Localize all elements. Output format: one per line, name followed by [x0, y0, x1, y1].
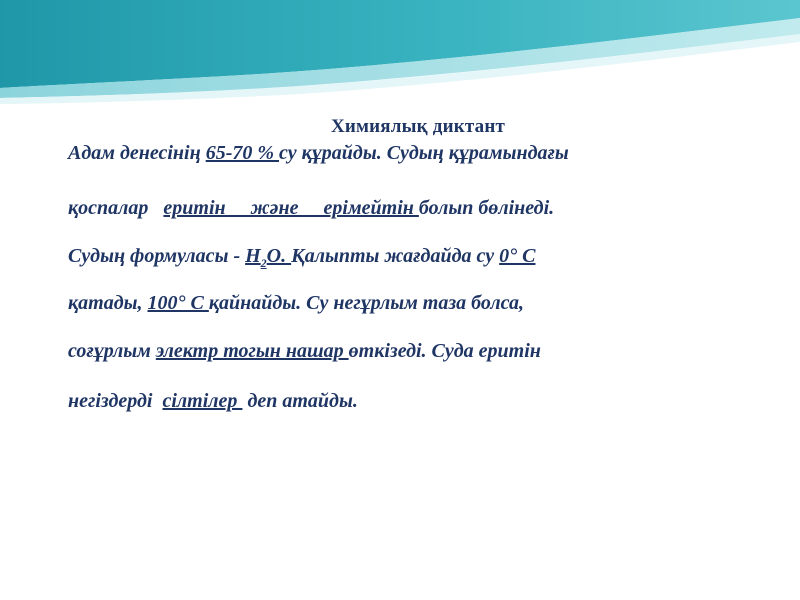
- text-segment: негіздерді: [68, 390, 163, 412]
- text-line: [68, 196, 554, 220]
- text-segment: өткізеді. Суда еритін: [348, 340, 541, 362]
- answer-blank-text: 0° С: [499, 245, 536, 267]
- answer-blank-text: Н: [245, 245, 261, 267]
- answer-blank-text: еритін және ерімейтін: [163, 197, 419, 219]
- answer-blank-text: электр тогын нашар: [155, 340, 349, 362]
- text-line: [68, 291, 524, 315]
- page-title: Химиялық диктант: [330, 116, 506, 137]
- answer-blank-text: 2: [260, 256, 267, 270]
- text-line: [68, 389, 358, 413]
- answer-blank-text: 100° С: [147, 292, 209, 314]
- text-segment: қатады,: [68, 292, 148, 314]
- text-line: [68, 244, 535, 275]
- text-segment: болып бөлінеді.: [418, 197, 555, 219]
- text-line: [68, 141, 569, 165]
- answer-blank-text: сілтілер: [162, 390, 243, 412]
- text-segment: су құрайды. Судың құрамындағы: [279, 142, 569, 164]
- header-wave-decoration: [0, 0, 800, 110]
- text-segment: Судың формуласы -: [68, 245, 246, 267]
- text-segment: соғұрлым: [68, 340, 156, 362]
- text-line: [68, 339, 541, 363]
- text-segment: деп атайды.: [242, 390, 358, 412]
- text-segment: қоспалар: [68, 197, 164, 219]
- text-segment: Қалыпты жағдайда су: [291, 245, 500, 267]
- text-segment: Адам денесінің: [68, 142, 206, 164]
- text-segment: қайнайды. Су негұрлым таза болса,: [208, 292, 524, 314]
- answer-blank-text: О.: [266, 245, 292, 267]
- answer-blank-text: 65-70 %: [205, 142, 280, 164]
